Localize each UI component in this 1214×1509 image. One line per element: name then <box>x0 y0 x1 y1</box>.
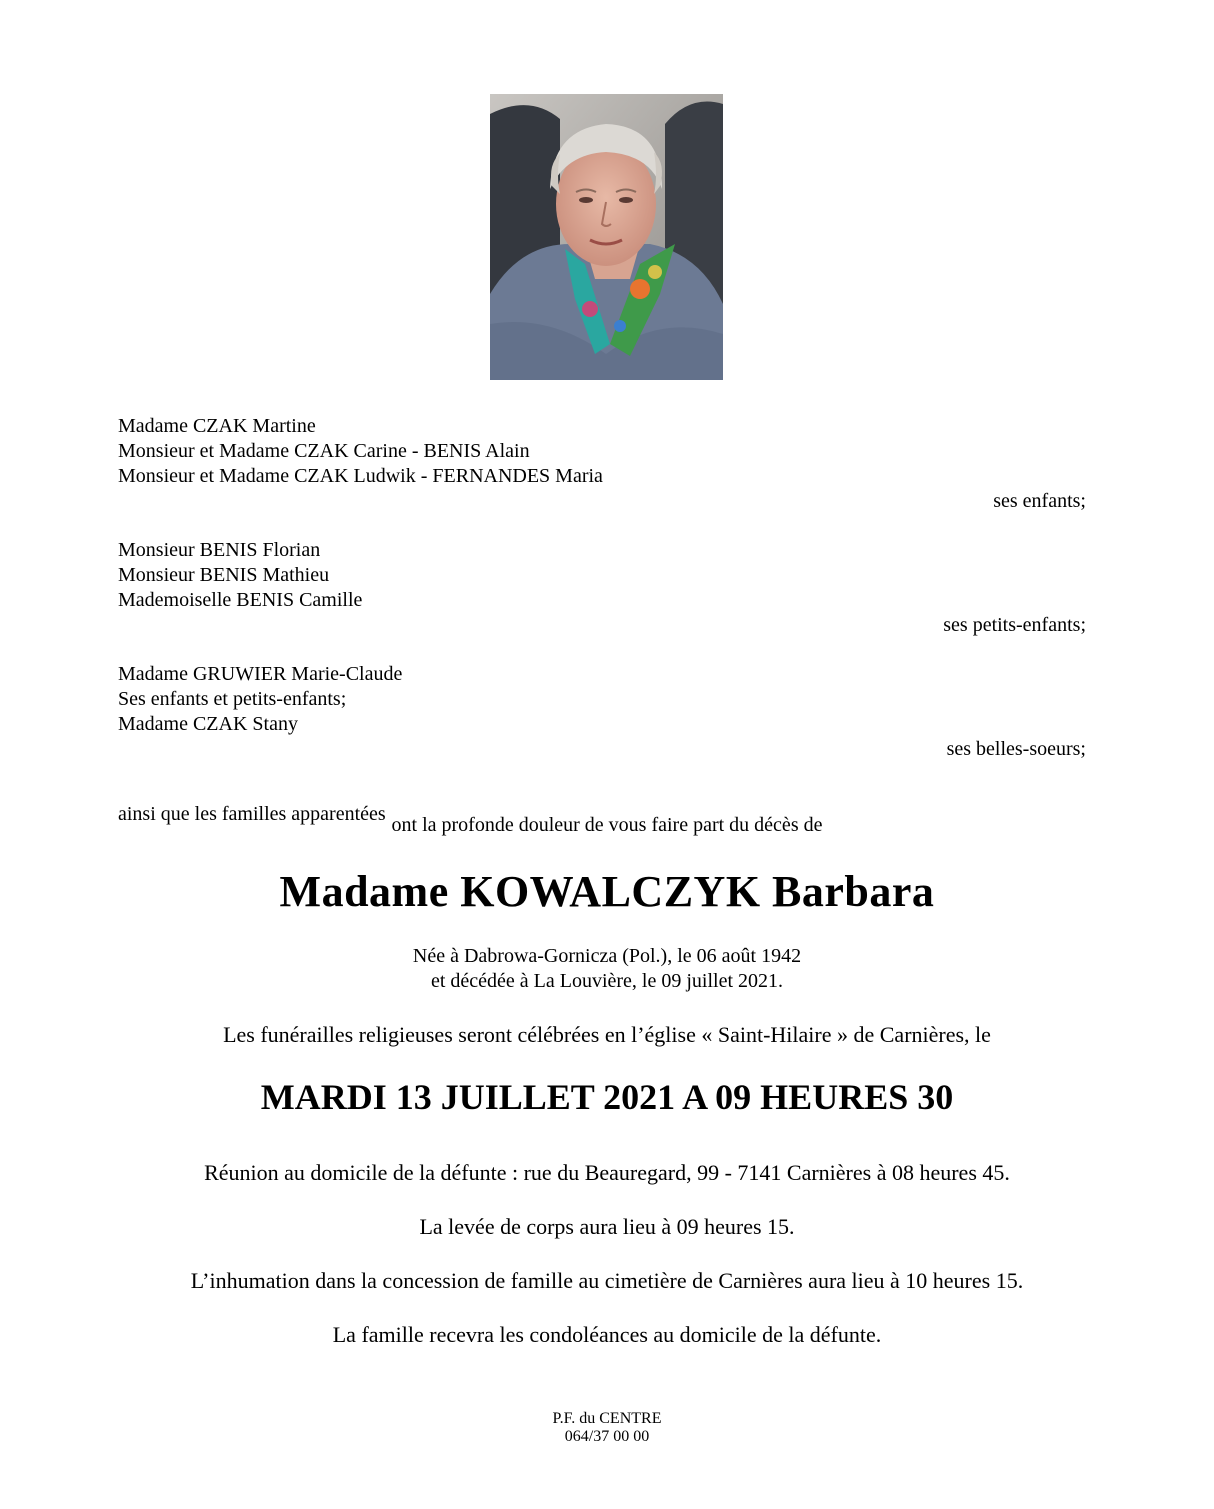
funeral-home-phone: 064/37 00 00 <box>564 1428 650 1445</box>
family-member: Madame CZAK Martine <box>118 415 316 437</box>
life-dates <box>0 944 1214 994</box>
reunion-text: Réunion au domicile de la défunte : rue du Beauregard, 99 - 7141 Carnières à 08 heures 45. <box>204 1160 1010 1185</box>
relation-label: ses petits-enfants; <box>943 614 1086 636</box>
announcement-text: ont la profonde douleur de vous faire part du décès de <box>391 814 823 836</box>
funeral-intro: Les funérailles religieuses seront célébrées en l’église « Saint-Hilaire » de Carnières, le <box>223 1022 991 1047</box>
death-line: et décédée à La Louvière, le 09 juillet 2021. <box>430 970 784 992</box>
funeral-date: MARDI 13 JUILLET 2021 A 09 HEURES 30 <box>260 1077 954 1117</box>
family-member: Monsieur et Madame CZAK Carine - BENIS Alain <box>118 440 530 462</box>
funeral-home-name: P.F. du CENTRE <box>552 1410 662 1427</box>
deceased-name: Madame KOWALCZYK Barbara <box>279 867 935 916</box>
condoleances-text: La famille recevra les condoléances au domicile de la défunte. <box>332 1322 882 1347</box>
family-member: Ses enfants et petits-enfants; <box>118 688 347 710</box>
family-member: Madame CZAK Stany <box>118 713 298 735</box>
relation-label: ses enfants; <box>993 490 1086 512</box>
relation-label: ses belles-soeurs; <box>946 738 1086 760</box>
inhumation-text: L’inhumation dans la concession de famille au cimetière de Carnières aura lieu à 10 heures 15. <box>190 1268 1024 1293</box>
grandchildren-group <box>118 538 1086 638</box>
levee-text: La levée de corps aura lieu à 09 heures 15. <box>419 1214 795 1239</box>
family-member: Monsieur et Madame CZAK Ludwik - FERNANDES Maria <box>118 465 603 487</box>
family-member: Madame GRUWIER Marie-Claude <box>118 663 403 685</box>
portrait-illustration <box>490 94 723 380</box>
children-group <box>118 414 1086 514</box>
family-member: Monsieur BENIS Mathieu <box>118 564 330 586</box>
related-families-text: ainsi que les familles apparentées <box>118 803 386 825</box>
portrait-photo <box>490 94 723 380</box>
family-member: Monsieur BENIS Florian <box>118 539 321 561</box>
birth-line: Née à Dabrowa-Gornicza (Pol.), le 06 août 1942 <box>412 945 802 967</box>
sisters-in-law-group <box>118 662 1086 762</box>
family-list <box>118 414 1086 827</box>
family-member: Mademoiselle BENIS Camille <box>118 589 363 611</box>
footer <box>0 1410 1214 1446</box>
